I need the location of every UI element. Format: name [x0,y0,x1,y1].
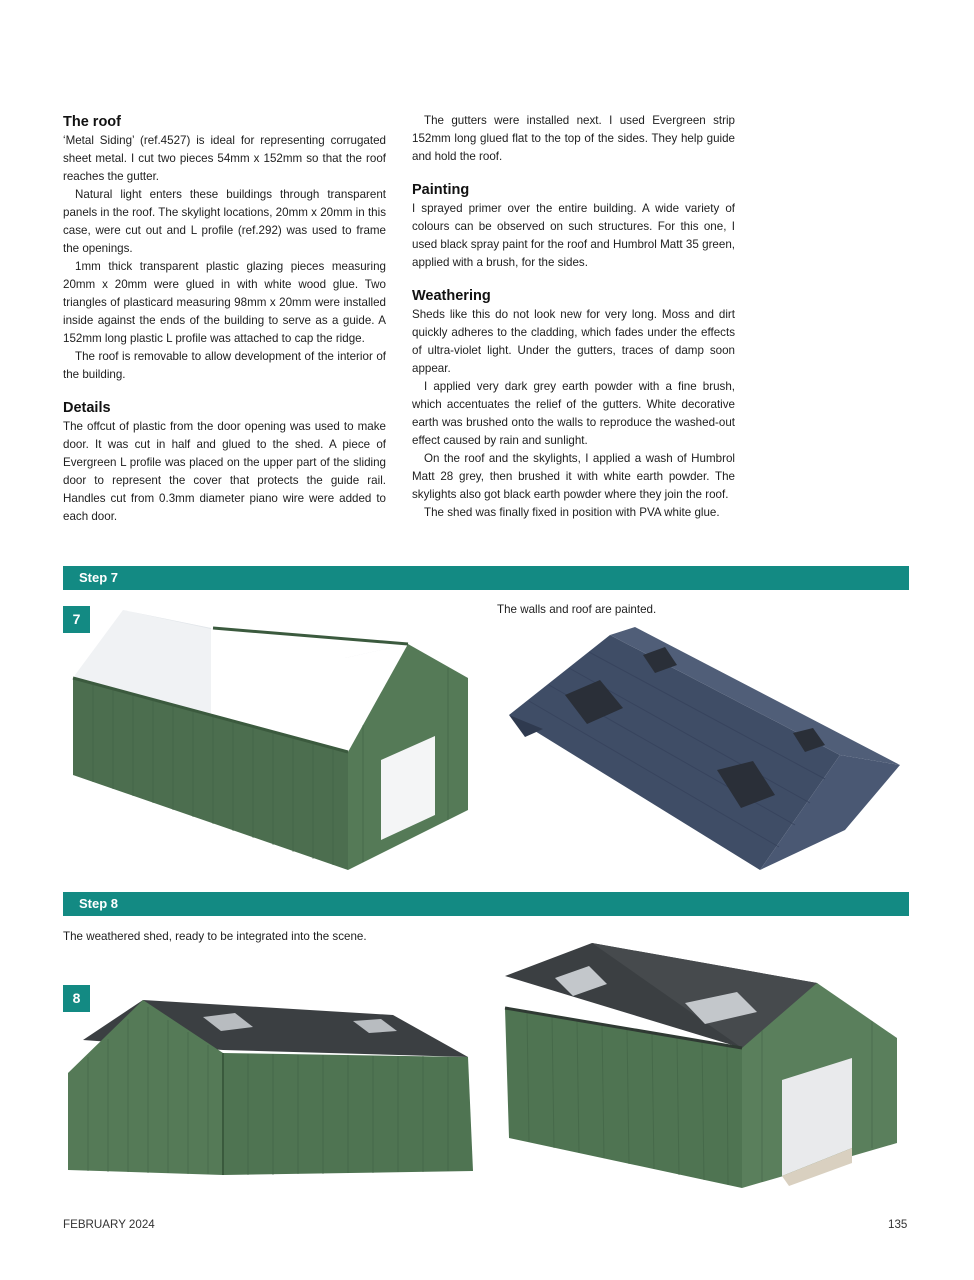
roof-paragraph-4: The roof is removable to allow development of the interior of the building. [63,350,386,381]
step-8-badge: 8 [63,985,90,1012]
step-7-banner: Step 7 [63,566,909,590]
footer-issue-date: FEBRUARY 2024 [63,1218,155,1231]
roof-paragraph-2: Natural light enters these buildings through transparent panels in the roof. The skylight locations, 20mm x 20mm in this case, were cut out and L profile (ref.292) was used to frame the openings. [63,188,386,255]
weathering-paragraph-2: I applied very dark grey earth powder with a fine brush, which accentuates the relief of the gutters. White decorative earth was brushed onto the walls to reproduce the washed-out effect caused by rain and sunlight. [412,380,735,447]
step-7-photo-open-shed [63,600,483,885]
details-paragraph: The offcut of plastic from the door opening was used to make door. It was cut in half and glued to the shed. A piece of Evergreen L profile was placed on the upper part of the sliding door to represent the cover that protects the guide rail. Handles cut from 0.3mm diameter piano wire were added to each door. [63,420,386,523]
step-7-caption: The walls and roof are painted. [497,603,657,616]
step-7-badge: 7 [63,606,90,633]
weathering-paragraph-1: Sheds like this do not look new for very long. Moss and dirt quickly adheres to the cladding, which fades under the effects of ultra-violet light. Under the gutters, traces of damp soon appear. [412,308,735,375]
left-column [63,112,386,526]
gutters-paragraph: The gutters were installed next. I used Evergreen strip 152mm long glued flat to the top of the sides. They help guide and hold the roof. [412,114,735,163]
painting-paragraph: I sprayed primer over the entire building. A wide variety of colours can be observed on such structures. For this one, I used black spray paint for the roof and Humbrol Matt 35 green, applied with a brush, for the sides. [412,202,735,269]
step-8-caption: The weathered shed, ready to be integrated into the scene. [63,930,367,943]
details-heading: Details [63,400,111,416]
weathering-heading: Weathering [412,288,491,304]
step-8-banner: Step 8 [63,892,909,916]
right-column [412,112,735,522]
painting-heading: Painting [412,182,470,198]
footer-page-number: 135 [888,1218,908,1231]
roof-paragraph-1: ‘Metal Siding’ (ref.4527) is ideal for representing corrugated sheet metal. I cut two pieces 54mm x 152mm so that the roof reaches the gutter. [63,134,386,183]
step-7-photo-painted-roof [495,625,910,885]
roof-heading: The roof [63,114,121,130]
roof-paragraph-3: 1mm thick transparent plastic glazing pieces measuring 20mm x 20mm were glued in with white wood glue. Two triangles of plasticard measuring 98mm x 20mm were installed inside against the ends of the building to serve as a guide. A 152mm long plastic L profile was attached to cap the ridge. [63,260,386,345]
step-8-photo-weathered-end [63,995,478,1180]
step-8-photo-weathered-door [497,938,909,1196]
weathering-paragraph-4: The shed was finally fixed in position with PVA white glue. [424,506,720,519]
weathering-paragraph-3: On the roof and the skylights, I applied a wash of Humbrol Matt 28 grey, then brushed it with white earth powder. The skylights also got black earth powder where they join the roof. [412,452,735,501]
